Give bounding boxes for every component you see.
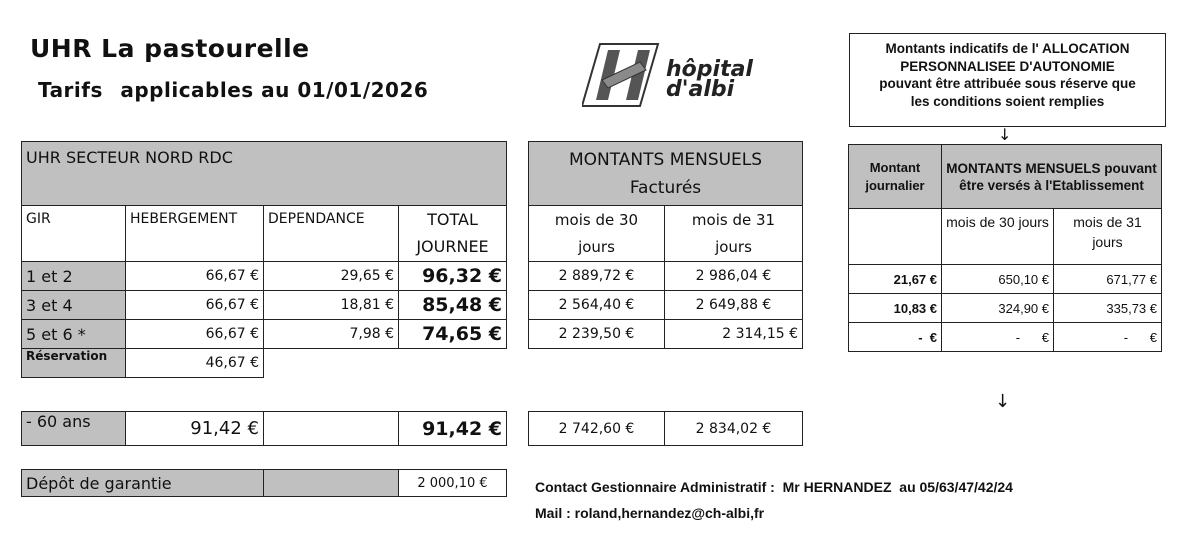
deposit-row: Dépôt de garantie 2 000,10 € xyxy=(21,469,507,497)
col-daily-amount: Montant journalier xyxy=(849,145,942,209)
table-row: Réservation 46,67 € xyxy=(22,349,507,378)
col-month-31: mois de 31 jours xyxy=(665,206,803,262)
table-row: 3 et 4 66,67 € 18,81 € 85,48 € xyxy=(22,291,507,320)
mail-address: roland,hernandez@ch-albi,fr xyxy=(574,505,765,521)
table-row: 2 564,40 € 2 649,88 € xyxy=(529,291,803,320)
page-subtitle xyxy=(38,78,438,102)
table-row: 1 et 2 66,67 € 29,65 € 96,32 € xyxy=(22,262,507,291)
apa-col-30: mois de 30 jours xyxy=(942,209,1054,265)
contact-label: Contact Gestionnaire Administratif : xyxy=(535,479,775,495)
monthly-billed-table xyxy=(528,141,803,349)
col-gir: GIR xyxy=(22,206,126,262)
table-row: 21,67 € 650,10 € 671,77 € xyxy=(849,265,1162,294)
page-title: UHR La pastourelle xyxy=(30,34,310,63)
table-row: 2 889,72 € 2 986,04 € xyxy=(529,262,803,291)
apa-monthly-title: MONTANTS MENSUELS pouvant être versés à l'Etablissement xyxy=(942,145,1162,209)
col-hebergement: HEBERGEMENT xyxy=(126,206,264,262)
under-60-monthly-row: 2 742,60 € 2 834,02 € xyxy=(528,411,803,446)
subtitle-date: applicables au 01/01/2026 xyxy=(120,78,429,102)
col-dependance: DEPENDANCE xyxy=(264,206,399,262)
down-arrow-icon: ↓ xyxy=(995,391,1011,412)
contact-name: Mr HERNANDEZ xyxy=(782,479,892,495)
tariff-table xyxy=(21,141,507,378)
col-month-30: mois de 30 jours xyxy=(529,206,665,262)
apa-table xyxy=(848,144,1162,352)
apa-col-31: mois de 31 jours xyxy=(1054,209,1162,265)
mail-line xyxy=(535,505,764,521)
table-row: 10,83 € 324,90 € 335,73 € xyxy=(849,294,1162,323)
table-row: 5 et 6 * 66,67 € 7,98 € 74,65 € xyxy=(22,320,507,349)
section-title: UHR SECTEUR NORD RDC xyxy=(22,142,507,206)
subtitle-prefix: Tarifs xyxy=(38,78,103,102)
table-row: - € - € - € xyxy=(849,323,1162,352)
down-arrow-icon: ↓ xyxy=(998,125,1012,144)
contact-phone: au 05/63/47/42/24 xyxy=(899,479,1013,495)
apa-notice-box: Montants indicatifs de l' ALLOCATION PERSONNALISEE D'AUTONOMIE pouvant être attribuée sous réserve que les conditions soient remplies xyxy=(849,33,1166,127)
under-60-row: - 60 ans 91,42 € 91,42 € xyxy=(21,411,507,446)
monthly-title: MONTANTS MENSUELS Facturés xyxy=(529,142,803,206)
mail-label: Mail : xyxy=(535,505,571,521)
contact-line xyxy=(535,479,1013,495)
table-row: 2 239,50 € 2 314,15 € xyxy=(529,320,803,349)
logo-wordmark: hôpital d'albi xyxy=(666,57,753,102)
col-total: TOTAL JOURNEE xyxy=(399,206,507,262)
